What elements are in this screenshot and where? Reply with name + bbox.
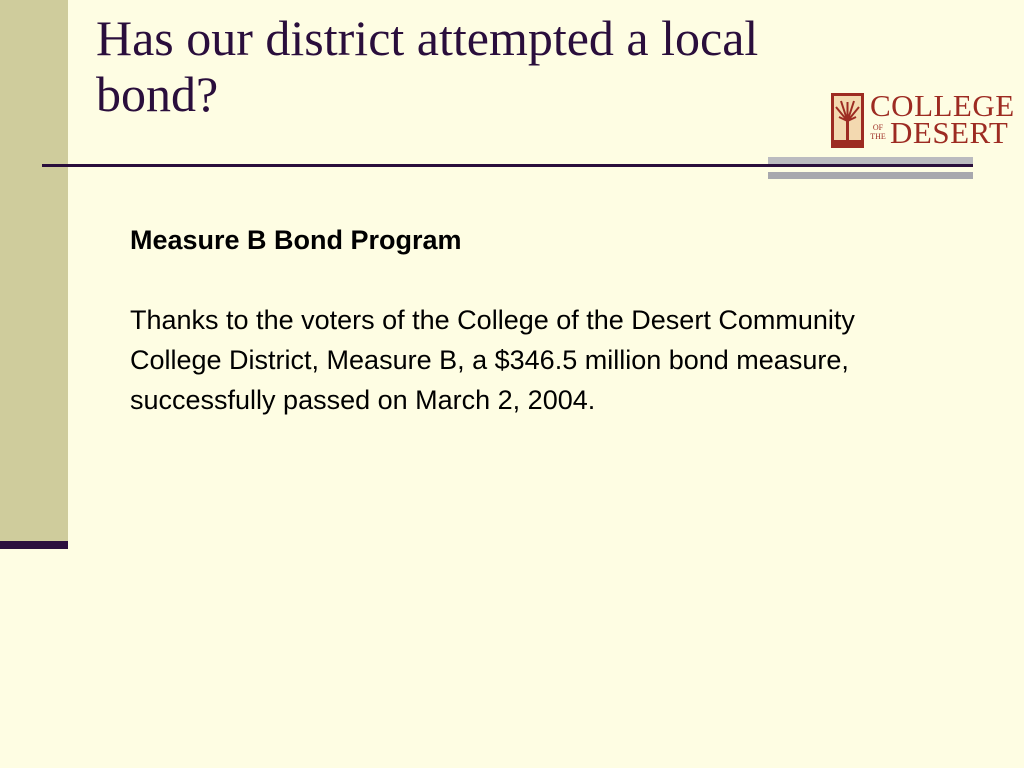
logo-college-text: COLLEGE xyxy=(870,88,1015,123)
logo-of-text: OF xyxy=(872,123,884,132)
content-paragraph: Thanks to the voters of the College of the Desert Community College District, Measure B, a $346.5 million bond measure, successfully passed on March 2, 2004. xyxy=(130,305,855,415)
title-rule-grey-bars xyxy=(768,157,973,179)
grey-bar-upper xyxy=(768,157,973,164)
slide-body xyxy=(130,220,910,420)
grey-bar-lower xyxy=(768,172,973,179)
content-heading: Measure B Bond Program xyxy=(130,225,462,255)
palm-tree-icon xyxy=(831,93,864,148)
slide-title xyxy=(96,10,816,122)
slide-title-line-2: bond? xyxy=(96,66,219,122)
logo-wordmark xyxy=(868,90,1024,150)
title-divider-rule xyxy=(42,164,973,167)
logo-desert-text: DESERT xyxy=(890,115,1009,150)
logo-the-text: THE xyxy=(870,132,886,141)
slide-title-line-1: Has our district attempted a local xyxy=(96,10,759,66)
college-of-the-desert-logo xyxy=(828,90,1024,150)
left-accent-band xyxy=(0,0,68,541)
left-accent-band-foot xyxy=(0,541,68,549)
